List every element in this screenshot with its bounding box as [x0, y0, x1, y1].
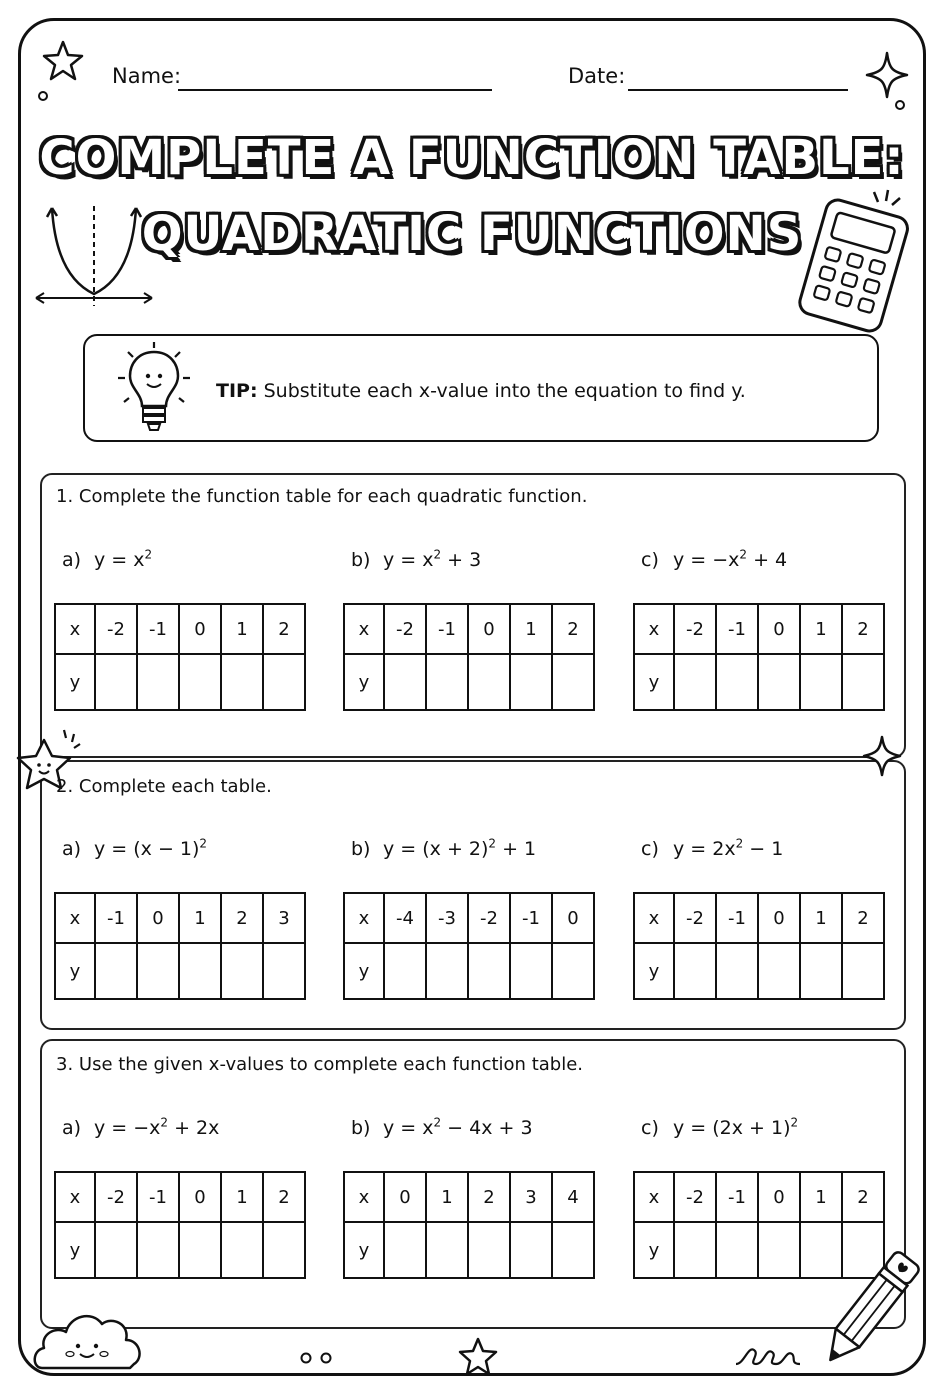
x-value: 1	[800, 1172, 842, 1222]
exponent: 2	[488, 836, 497, 851]
y-answer-cell[interactable]	[800, 654, 842, 710]
star-icon	[456, 1336, 500, 1378]
problem-letter: c)	[641, 838, 659, 860]
y-answer-cell[interactable]	[221, 1222, 263, 1278]
x-value: -1	[716, 893, 758, 943]
function-table-1c	[633, 603, 885, 711]
equation: y = x	[383, 549, 434, 571]
y-answer-cell[interactable]	[95, 943, 137, 999]
x-value: 2	[842, 1172, 884, 1222]
exponent: 2	[144, 547, 153, 562]
y-answer-cell[interactable]	[179, 1222, 221, 1278]
equation: y = −x	[94, 1117, 161, 1139]
y-answer-cell[interactable]	[758, 654, 800, 710]
x-value: 2	[263, 1172, 305, 1222]
x-value: -2	[674, 893, 716, 943]
function-3b	[351, 1117, 533, 1139]
y-answer-cell[interactable]	[674, 943, 716, 999]
y-header: y	[55, 943, 95, 999]
x-value: -1	[137, 1172, 179, 1222]
x-value: -2	[674, 1172, 716, 1222]
problem-letter: c)	[641, 1117, 659, 1139]
y-answer-cell[interactable]	[716, 654, 758, 710]
function-2a	[62, 838, 207, 860]
x-value: 2	[842, 893, 884, 943]
x-header: x	[344, 1172, 384, 1222]
exponent: 2	[433, 547, 442, 562]
problem-letter: a)	[62, 1117, 82, 1139]
x-header: x	[344, 893, 384, 943]
x-value: -1	[716, 1172, 758, 1222]
y-answer-cell[interactable]	[426, 1222, 468, 1278]
tip-label: TIP:	[216, 380, 258, 402]
x-value: 1	[426, 1172, 468, 1222]
y-answer-cell[interactable]	[179, 654, 221, 710]
x-value: 2	[221, 893, 263, 943]
worksheet-title-line1: COMPLETE A FUNCTION TABLE:	[39, 130, 905, 186]
x-value: 0	[758, 1172, 800, 1222]
y-answer-cell[interactable]	[800, 943, 842, 999]
y-answer-cell[interactable]	[552, 943, 594, 999]
problem-letter: a)	[62, 549, 82, 571]
equation-tail: − 1	[743, 838, 784, 860]
y-header: y	[634, 1222, 674, 1278]
section-1-instruction: 1. Complete the function table for each quadratic function.	[56, 486, 588, 507]
y-answer-cell[interactable]	[842, 654, 884, 710]
date-label: Date:	[568, 64, 626, 88]
y-answer-cell[interactable]	[137, 943, 179, 999]
x-value: 4	[552, 1172, 594, 1222]
calculator-icon	[790, 184, 914, 334]
name-label: Name:	[112, 64, 182, 88]
tip-text	[216, 380, 746, 402]
equation-tail: − 4x + 3	[441, 1117, 533, 1139]
star-icon	[40, 38, 86, 84]
section-3-instruction: 3. Use the given x-values to complete each function table.	[56, 1054, 584, 1075]
equation: y = (x + 2)	[383, 838, 489, 860]
y-answer-cell[interactable]	[263, 654, 305, 710]
equation-tail: + 4	[747, 549, 788, 571]
x-value: -1	[95, 893, 137, 943]
date-field[interactable]	[628, 89, 848, 91]
y-answer-cell[interactable]	[384, 1222, 426, 1278]
y-header: y	[55, 1222, 95, 1278]
lightbulb-icon	[114, 340, 194, 436]
x-value: -2	[384, 604, 426, 654]
x-value: 2	[263, 604, 305, 654]
y-answer-cell[interactable]	[716, 1222, 758, 1278]
x-value: 2	[842, 604, 884, 654]
y-answer-cell[interactable]	[758, 943, 800, 999]
y-answer-cell[interactable]	[95, 654, 137, 710]
problem-letter: b)	[351, 1117, 371, 1139]
y-answer-cell[interactable]	[468, 943, 510, 999]
problem-letter: b)	[351, 838, 371, 860]
x-value: -4	[384, 893, 426, 943]
x-value: 1	[179, 893, 221, 943]
function-table-2c	[633, 892, 885, 1000]
y-answer-cell[interactable]	[137, 654, 179, 710]
x-value: 0	[758, 893, 800, 943]
function-1b	[351, 549, 481, 571]
y-header: y	[55, 654, 95, 710]
sparkle-icon	[860, 734, 904, 778]
x-value: -2	[95, 604, 137, 654]
sparkle-icon	[864, 50, 910, 100]
y-answer-cell[interactable]	[384, 943, 426, 999]
y-answer-cell[interactable]	[468, 1222, 510, 1278]
equation: y = 2x	[673, 838, 736, 860]
function-3c	[641, 1117, 798, 1139]
function-table-2b	[343, 892, 595, 1000]
equation: y = x	[383, 1117, 434, 1139]
x-value: 1	[800, 604, 842, 654]
x-header: x	[55, 604, 95, 654]
x-value: -2	[95, 1172, 137, 1222]
y-answer-cell[interactable]	[95, 1222, 137, 1278]
x-value: 3	[263, 893, 305, 943]
x-value: 0	[552, 893, 594, 943]
y-answer-cell[interactable]	[842, 943, 884, 999]
x-value: 1	[221, 1172, 263, 1222]
x-value: -2	[674, 604, 716, 654]
function-1c	[641, 549, 787, 571]
x-value: -1	[426, 604, 468, 654]
function-3a	[62, 1117, 219, 1139]
tip-body: Substitute each x-value into the equation to find y.	[257, 380, 746, 402]
y-header: y	[344, 943, 384, 999]
exponent: 2	[739, 547, 748, 562]
x-value: 0	[468, 604, 510, 654]
y-answer-cell[interactable]	[221, 654, 263, 710]
exponent: 2	[199, 836, 208, 851]
y-answer-cell[interactable]	[552, 654, 594, 710]
y-answer-cell[interactable]	[674, 1222, 716, 1278]
function-2b	[351, 838, 536, 860]
equation-tail: + 2x	[168, 1117, 220, 1139]
y-answer-cell[interactable]	[179, 943, 221, 999]
exponent: 2	[433, 1115, 442, 1130]
x-value: 2	[468, 1172, 510, 1222]
y-answer-cell[interactable]	[510, 654, 552, 710]
worksheet-title-line2: QUADRATIC FUNCTIONS	[141, 206, 803, 262]
dot-icon	[37, 90, 49, 102]
y-answer-cell[interactable]	[221, 943, 263, 999]
y-answer-cell[interactable]	[716, 943, 758, 999]
y-answer-cell[interactable]	[674, 654, 716, 710]
y-answer-cell[interactable]	[137, 1222, 179, 1278]
problem-letter: b)	[351, 549, 371, 571]
y-header: y	[634, 654, 674, 710]
function-table-3b	[343, 1171, 595, 1279]
y-answer-cell[interactable]	[758, 1222, 800, 1278]
name-field[interactable]	[178, 89, 492, 91]
x-value: 0	[179, 1172, 221, 1222]
function-table-3a	[54, 1171, 306, 1279]
y-header: y	[344, 654, 384, 710]
function-1a	[62, 549, 152, 571]
cloud-face-icon	[30, 1294, 150, 1376]
x-value: 1	[221, 604, 263, 654]
x-value: -2	[468, 893, 510, 943]
x-header: x	[344, 604, 384, 654]
x-header: x	[634, 604, 674, 654]
x-value: -1	[510, 893, 552, 943]
function-table-1a	[54, 603, 306, 711]
swirl-icon	[734, 1340, 806, 1370]
equation: y = −x	[673, 549, 740, 571]
y-answer-cell[interactable]	[384, 654, 426, 710]
problem-letter: a)	[62, 838, 82, 860]
exponent: 2	[735, 836, 744, 851]
dots-icon	[296, 1348, 340, 1368]
x-value: 3	[510, 1172, 552, 1222]
section-2-instruction: 2. Complete each table.	[56, 776, 272, 797]
equation: y = x	[94, 549, 145, 571]
x-value: 1	[800, 893, 842, 943]
x-value: 0	[137, 893, 179, 943]
function-2c	[641, 838, 783, 860]
exponent: 2	[790, 1115, 799, 1130]
dot-icon	[894, 99, 906, 111]
y-answer-cell[interactable]	[263, 943, 305, 999]
x-value: 0	[179, 604, 221, 654]
parabola-graph-icon	[32, 196, 156, 308]
pencil-icon	[806, 1238, 936, 1378]
problem-letter: c)	[641, 549, 659, 571]
equation: y = (x − 1)	[94, 838, 200, 860]
x-header: x	[55, 1172, 95, 1222]
y-answer-cell[interactable]	[426, 943, 468, 999]
equation-tail: + 3	[441, 549, 482, 571]
function-table-1b	[343, 603, 595, 711]
y-answer-cell[interactable]	[426, 654, 468, 710]
y-answer-cell[interactable]	[510, 1222, 552, 1278]
x-value: 0	[758, 604, 800, 654]
exponent: 2	[160, 1115, 169, 1130]
x-header: x	[634, 1172, 674, 1222]
x-header: x	[55, 893, 95, 943]
function-table-2a	[54, 892, 306, 1000]
equation-tail: + 1	[496, 838, 537, 860]
y-answer-cell[interactable]	[510, 943, 552, 999]
x-value: 2	[552, 604, 594, 654]
x-value: -1	[716, 604, 758, 654]
y-answer-cell[interactable]	[468, 654, 510, 710]
x-value: 0	[384, 1172, 426, 1222]
x-value: -1	[137, 604, 179, 654]
y-answer-cell[interactable]	[263, 1222, 305, 1278]
y-header: y	[634, 943, 674, 999]
x-value: -3	[426, 893, 468, 943]
x-value: 1	[510, 604, 552, 654]
y-header: y	[344, 1222, 384, 1278]
equation: y = (2x + 1)	[673, 1117, 791, 1139]
x-header: x	[634, 893, 674, 943]
y-answer-cell[interactable]	[552, 1222, 594, 1278]
